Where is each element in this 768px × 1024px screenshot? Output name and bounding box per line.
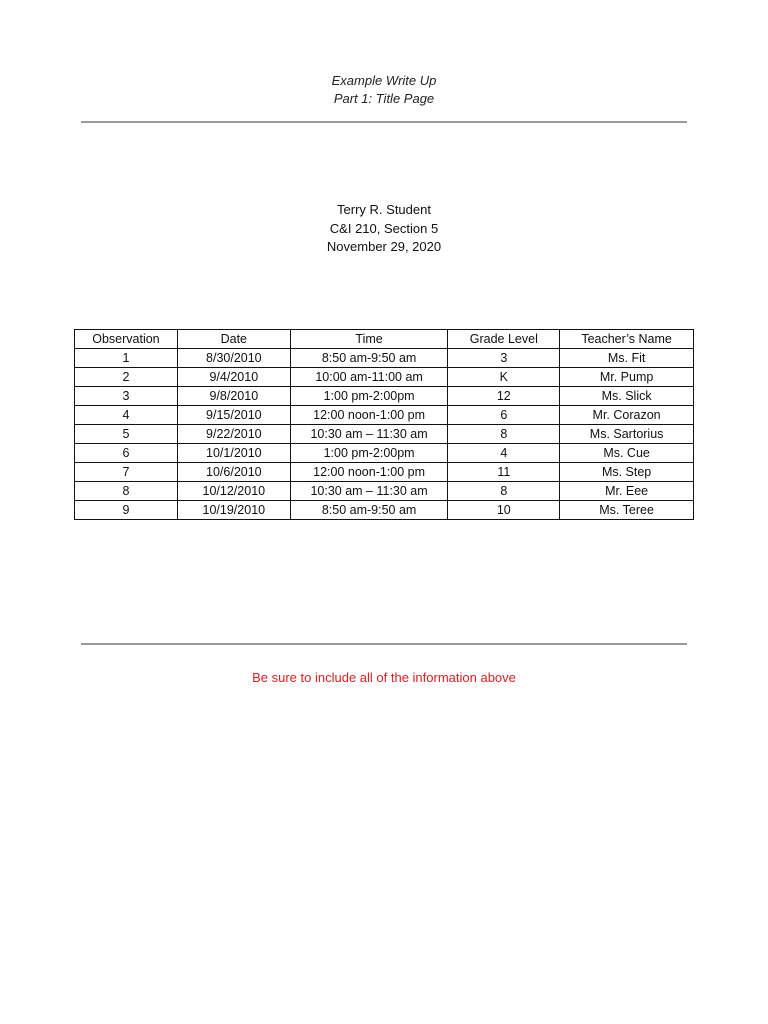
- cell-teacher-name: Ms. Cue: [560, 444, 694, 463]
- cell-teacher-name: Ms. Fit: [560, 349, 694, 368]
- table-row: [75, 368, 694, 387]
- observation-table: [74, 329, 694, 520]
- table-row: [75, 482, 694, 501]
- cell-grade-level: 8: [448, 482, 560, 501]
- document-header: [0, 72, 768, 108]
- table-row: [75, 444, 694, 463]
- column-header-grade-level: Grade Level: [448, 330, 560, 349]
- cell-grade-level: 6: [448, 406, 560, 425]
- bottom-divider: [81, 643, 687, 645]
- cell-date: 9/4/2010: [177, 368, 290, 387]
- cell-date: 9/22/2010: [177, 425, 290, 444]
- cell-time: 10:00 am-11:00 am: [290, 368, 448, 387]
- cell-date: 9/8/2010: [177, 387, 290, 406]
- cell-time: 10:30 am – 11:30 am: [290, 425, 448, 444]
- column-header-teachers-name: Teacher’s Name: [560, 330, 694, 349]
- cell-grade-level: 4: [448, 444, 560, 463]
- cell-date: 10/6/2010: [177, 463, 290, 482]
- column-header-time: Time: [290, 330, 448, 349]
- column-header-observation: Observation: [75, 330, 178, 349]
- course-section: C&I 210, Section 5: [329, 220, 439, 236]
- top-divider: [81, 121, 687, 123]
- cell-time: 12:00 noon-1:00 pm: [290, 406, 448, 425]
- cell-date: 10/19/2010: [177, 501, 290, 520]
- cell-observation: 2: [75, 368, 178, 387]
- cell-teacher-name: Mr. Pump: [560, 368, 694, 387]
- cell-date: 9/15/2010: [177, 406, 290, 425]
- cell-observation: 8: [75, 482, 178, 501]
- cell-teacher-name: Mr. Eee: [560, 482, 694, 501]
- cell-observation: 4: [75, 406, 178, 425]
- table-header-row: [75, 330, 694, 349]
- table-row: [75, 501, 694, 520]
- cell-observation: 7: [75, 463, 178, 482]
- cell-teacher-name: Ms. Step: [560, 463, 694, 482]
- cell-observation: 6: [75, 444, 178, 463]
- cell-time: 1:00 pm-2:00pm: [290, 444, 448, 463]
- cell-grade-level: 3: [448, 349, 560, 368]
- document-date: November 29, 2020: [326, 239, 442, 254]
- cell-observation: 5: [75, 425, 178, 444]
- header-title: Example Write Up: [331, 73, 437, 88]
- table-row: [75, 463, 694, 482]
- cell-observation: 1: [75, 349, 178, 368]
- cell-time: 10:30 am – 11:30 am: [290, 482, 448, 501]
- cell-date: 10/1/2010: [177, 444, 290, 463]
- cell-teacher-name: Mr. Corazon: [560, 406, 694, 425]
- cell-time: 8:50 am-9:50 am: [290, 349, 448, 368]
- cell-grade-level: 10: [448, 501, 560, 520]
- author-block: [0, 201, 768, 257]
- cell-grade-level: 8: [448, 425, 560, 444]
- cell-grade-level: K: [448, 368, 560, 387]
- cell-time: 1:00 pm-2:00pm: [290, 387, 448, 406]
- column-header-date: Date: [177, 330, 290, 349]
- cell-time: 12:00 noon-1:00 pm: [290, 463, 448, 482]
- cell-teacher-name: Ms. Slick: [560, 387, 694, 406]
- table-row: [75, 406, 694, 425]
- header-subtitle: Part 1: Title Page: [333, 91, 435, 106]
- cell-grade-level: 12: [448, 387, 560, 406]
- table-row: [75, 349, 694, 368]
- cell-observation: 9: [75, 501, 178, 520]
- table-row: [75, 425, 694, 444]
- cell-observation: 3: [75, 387, 178, 406]
- reminder-note: Be sure to include all of the information above: [252, 670, 516, 685]
- cell-date: 10/12/2010: [177, 482, 290, 501]
- table-row: [75, 387, 694, 406]
- cell-teacher-name: Ms. Sartorius: [560, 425, 694, 444]
- cell-grade-level: 11: [448, 463, 560, 482]
- cell-date: 8/30/2010: [177, 349, 290, 368]
- author-name: Terry R. Student: [337, 202, 431, 217]
- cell-teacher-name: Ms. Teree: [560, 501, 694, 520]
- cell-time: 8:50 am-9:50 am: [290, 501, 448, 520]
